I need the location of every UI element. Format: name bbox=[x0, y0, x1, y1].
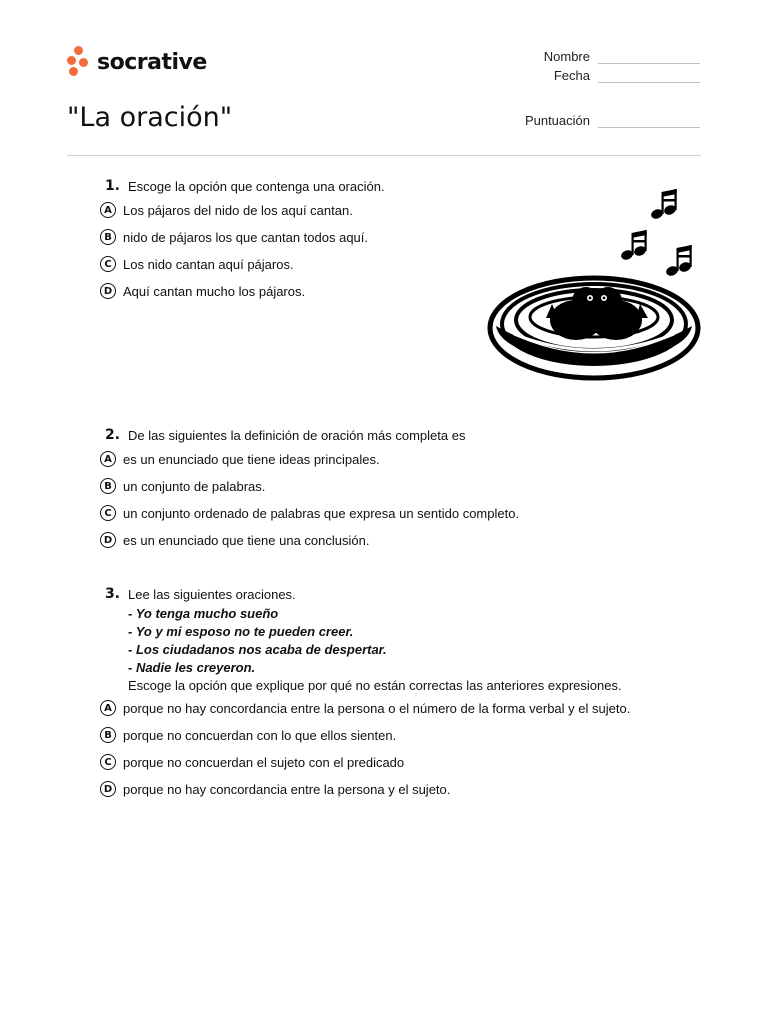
question-text: De las siguientes la definición de oración más completa es bbox=[128, 428, 466, 443]
option-bubble[interactable]: C bbox=[100, 505, 116, 521]
music-note-icon bbox=[650, 189, 677, 220]
option-text: porque no concuerdan con lo que ellos sienten. bbox=[123, 727, 397, 743]
option-bubble[interactable]: D bbox=[100, 781, 116, 797]
example-sentence: - Los ciudadanos nos acaba de despertar. bbox=[128, 641, 387, 657]
option-bubble[interactable]: D bbox=[100, 532, 116, 548]
option-text: es un enunciado que tiene ideas principales. bbox=[123, 451, 380, 467]
option-bubble[interactable]: A bbox=[100, 700, 116, 716]
question-2 bbox=[100, 427, 519, 554]
question-3 bbox=[100, 586, 630, 803]
option-text: un conjunto ordenado de palabras que expresa un sentido completo. bbox=[123, 505, 520, 521]
option-text: un conjunto de palabras. bbox=[123, 478, 266, 494]
option-text: Aquí cantan mucho los pájaros. bbox=[123, 283, 306, 299]
option-b[interactable] bbox=[100, 473, 519, 500]
question-number: 1. bbox=[104, 178, 120, 194]
option-b[interactable] bbox=[100, 722, 630, 749]
example-sentence: - Nadie les creyeron. bbox=[128, 659, 256, 675]
option-text: es un enunciado que tiene una conclusión. bbox=[123, 532, 370, 548]
option-text: porque no hay concordancia entre la persona y el sujeto. bbox=[123, 781, 451, 797]
date-label: Fecha bbox=[553, 68, 590, 83]
option-a[interactable] bbox=[100, 446, 519, 473]
option-c[interactable] bbox=[100, 749, 630, 776]
option-text: nido de pájaros los que cantan todos aquí. bbox=[123, 229, 369, 245]
option-bubble[interactable]: B bbox=[100, 229, 116, 245]
page-title: "La oración" bbox=[67, 102, 233, 133]
option-bubble[interactable]: A bbox=[100, 451, 116, 467]
option-bubble[interactable]: A bbox=[100, 202, 116, 218]
option-d[interactable] bbox=[100, 776, 630, 803]
score-line[interactable] bbox=[598, 116, 700, 128]
option-c[interactable] bbox=[100, 500, 519, 527]
music-note-icon bbox=[665, 245, 692, 277]
question-1 bbox=[100, 178, 385, 305]
question-number: 3. bbox=[104, 586, 120, 602]
name-label: Nombre bbox=[543, 49, 590, 64]
example-sentence: - Yo y mi esposo no te pueden creer. bbox=[128, 623, 354, 639]
option-bubble[interactable]: C bbox=[100, 256, 116, 272]
name-field bbox=[500, 49, 700, 64]
option-d[interactable] bbox=[100, 278, 385, 305]
option-b[interactable] bbox=[100, 224, 385, 251]
example-sentence: - Yo tenga mucho sueño bbox=[128, 605, 279, 621]
score-label: Puntuación bbox=[524, 113, 590, 128]
date-line[interactable] bbox=[598, 71, 700, 83]
option-bubble[interactable]: B bbox=[100, 478, 116, 494]
option-d[interactable] bbox=[100, 527, 519, 554]
date-field bbox=[500, 68, 700, 83]
music-note-icon bbox=[620, 230, 647, 261]
question-text: Escoge la opción que contenga una oración. bbox=[128, 179, 385, 194]
singing-birds-in-nest-icon bbox=[486, 186, 706, 386]
socrative-logo bbox=[67, 45, 207, 79]
question-text: Lee las siguientes oraciones. bbox=[128, 587, 296, 602]
option-text: Los pájaros del nido de los aquí cantan. bbox=[123, 202, 353, 218]
option-bubble[interactable]: C bbox=[100, 754, 116, 770]
logo-text: socrative bbox=[97, 49, 207, 75]
option-text: porque no hay concordancia entre la persona o el número de la forma verbal y el sujeto. bbox=[123, 700, 631, 716]
name-line[interactable] bbox=[598, 52, 700, 64]
option-a[interactable] bbox=[100, 197, 385, 224]
option-c[interactable] bbox=[100, 251, 385, 278]
option-a[interactable] bbox=[100, 695, 630, 722]
header-divider bbox=[67, 155, 701, 156]
option-bubble[interactable]: B bbox=[100, 727, 116, 743]
option-text: Los nido cantan aquí pájaros. bbox=[123, 256, 294, 272]
option-text: porque no concuerdan el sujeto con el predicado bbox=[123, 754, 405, 770]
option-bubble[interactable]: D bbox=[100, 283, 116, 299]
question-prompt: Escoge la opción que explique por qué no están correctas las anteriores expresiones. bbox=[128, 677, 622, 693]
logo-dots-icon bbox=[67, 46, 91, 78]
question-number: 2. bbox=[104, 427, 120, 443]
score-field bbox=[500, 113, 700, 128]
